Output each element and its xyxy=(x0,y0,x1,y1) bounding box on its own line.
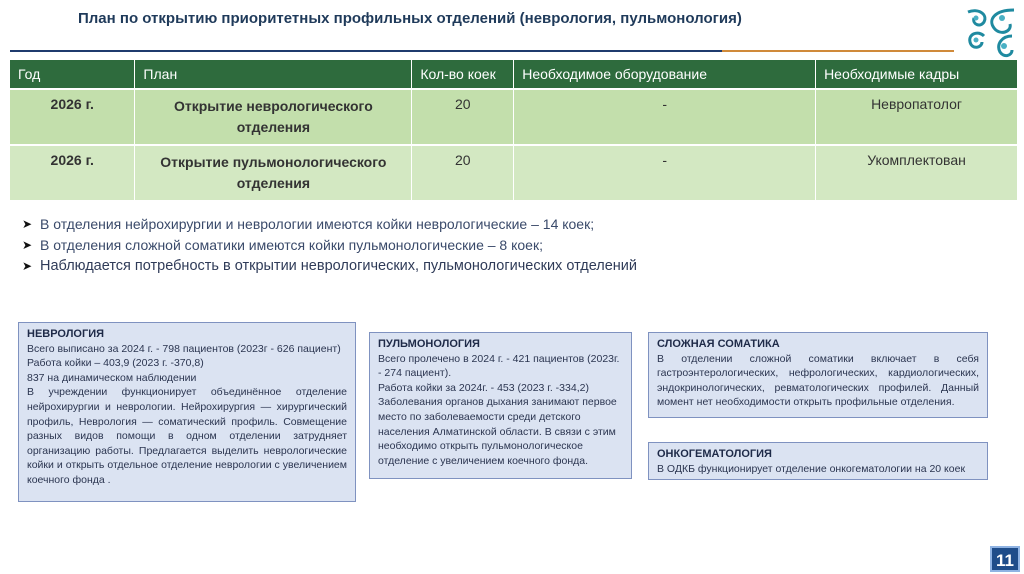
plan-table xyxy=(10,60,1018,200)
bullet-item xyxy=(22,214,1002,235)
bullet-item xyxy=(22,256,1002,277)
table-row xyxy=(10,145,1018,200)
kazakh-ornament-icon xyxy=(954,6,1016,62)
title-rule-orange xyxy=(722,50,954,52)
card-line: 837 на динамическом наблюдении xyxy=(27,371,197,384)
table-row xyxy=(10,89,1018,145)
cell-year: 2026 г. xyxy=(10,145,135,200)
card-heading: ПУЛЬМОНОЛОГИЯ xyxy=(378,338,480,350)
cell-plan: Открытие неврологического отделения xyxy=(135,89,412,145)
cell-equipment: - xyxy=(514,145,816,200)
cell-year: 2026 г. xyxy=(10,89,135,145)
title-rule-blue xyxy=(10,50,722,52)
cell-staff: Укомплектован xyxy=(816,145,1018,200)
cell-beds: 20 xyxy=(412,89,514,145)
header-plan: План xyxy=(135,60,412,89)
header-year: Год xyxy=(10,60,135,89)
card-line: Всего выписано за 2024 г. - 798 пациентов (2023г - 626 пациент) xyxy=(27,342,341,355)
card-body: В ОДКБ функционирует отделение онкогематологии на 20 коек xyxy=(657,462,966,475)
arrow-bullet-icon: ➤ xyxy=(22,259,33,273)
cell-equipment: - xyxy=(514,89,816,145)
bullet-text: Наблюдается потребность в открытии неврологических, пульмонологических отделений xyxy=(40,258,638,274)
bullet-text: В отделения нейрохирургии и неврологии имеются койки неврологические – 14 коек; xyxy=(40,216,595,232)
card-oncohematology xyxy=(648,442,988,480)
header-equipment: Необходимое оборудование xyxy=(514,60,816,89)
card-line: Всего пролечено в 2024 г. - 421 пациентов (2023г. - 274 пациент). xyxy=(378,352,620,380)
card-complex-somatics xyxy=(648,332,988,418)
arrow-bullet-icon: ➤ xyxy=(22,217,33,231)
card-line: Работа койки за 2024г. - 453 (2023 г. -334,2) xyxy=(378,381,589,394)
cell-staff: Невропатолог xyxy=(816,89,1018,145)
card-neurology xyxy=(18,322,356,502)
card-pulmonology xyxy=(369,332,632,479)
card-heading: СЛОЖНАЯ СОМАТИКА xyxy=(657,338,780,350)
card-heading: ОНКОГЕМАТОЛОГИЯ xyxy=(657,448,772,460)
header-beds: Кол-во коек xyxy=(412,60,514,89)
card-body: В учреждении функционирует объединённое отделение нейрохирургии и неврологии. Нейрохирургия — хирургический профиль, Неврология — соматический профиль. Совмещение разных видов помощи в одном отделении затрудняет организацию работы. Предлагается выделить неврологические койки и открыть отдельное отделение неврологии с увеличением коечного фонда . xyxy=(27,386,347,486)
page-number: 11 xyxy=(990,546,1020,572)
table-header-row xyxy=(10,60,1018,89)
card-body: Заболевания органов дыхания занимают первое место по заболеваемости среди детского населения Алматинской области. В связи с этим необходимо открыть пульмонологическое отделение с увеличением коечного фонда. xyxy=(378,396,617,467)
slide-title: План по открытию приоритетных профильных отделений (неврология, пульмонология) xyxy=(78,10,742,27)
bullet-item xyxy=(22,235,1002,256)
card-line: Работа койки – 403,9 (2023 г. -370,8) xyxy=(27,357,204,370)
header-staff: Необходимые кадры xyxy=(816,60,1018,89)
bullet-list xyxy=(22,214,1002,277)
bullet-text: В отделения сложной соматики имеются койки пульмонологические – 8 коек; xyxy=(40,237,543,253)
card-body: В отделении сложной соматики включает в себя гастроэнтерологических, нефрологических, кардиологических, эндокринологических, ревматологических профилей. Данный момент нет необходимости открыть профильные отделения. xyxy=(657,352,979,409)
arrow-bullet-icon: ➤ xyxy=(22,238,33,252)
cell-plan: Открытие пульмонологического отделения xyxy=(135,145,412,200)
cell-beds: 20 xyxy=(412,145,514,200)
card-heading: НЕВРОЛОГИЯ xyxy=(27,328,105,340)
